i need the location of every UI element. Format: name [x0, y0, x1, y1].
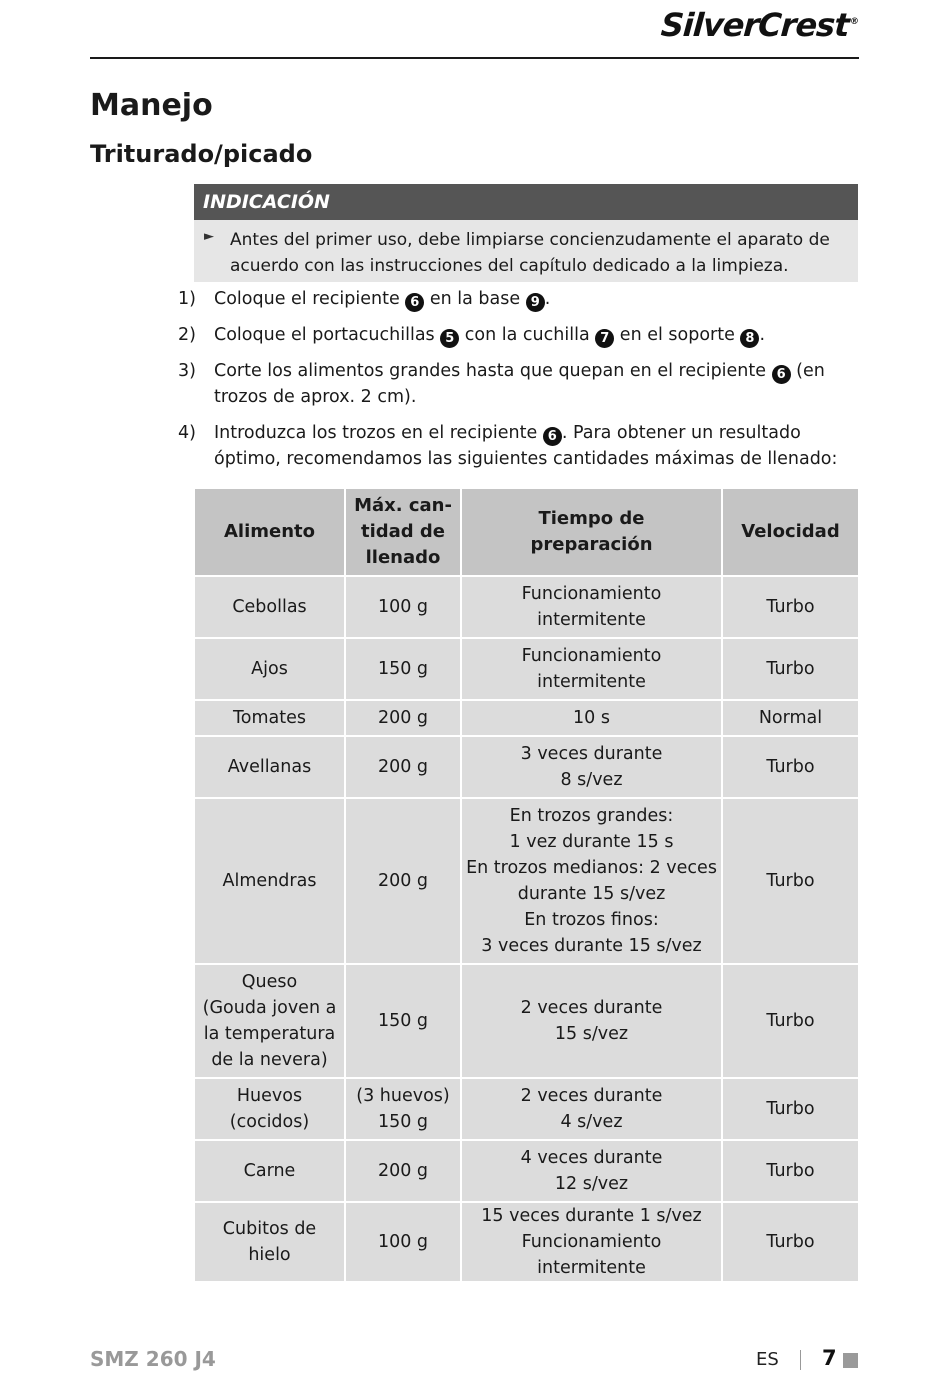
brand-logo: SilverCrest® [660, 6, 859, 44]
table-row [194, 638, 859, 700]
food-cell: Huevos (cocidos) [194, 1078, 345, 1140]
table-row [194, 1202, 859, 1282]
qty-cell: 100 g [345, 576, 461, 638]
note-body [194, 220, 858, 282]
food-cell: Tomates [194, 700, 345, 736]
note-text: Antes del primer uso, debe limpiarse concienzudamente el aparato de acuerdo con las instrucciones del capítulo dedicado a la limpieza. [230, 230, 830, 276]
step-item: 1) Coloque el recipiente 6 en la base 9 . [178, 289, 551, 310]
footer-language: ES [756, 1349, 779, 1370]
header-speed: Velocidad [722, 488, 859, 576]
speed-cell: Turbo [722, 964, 859, 1078]
step-item: 4) Introduzca los trozos en el recipiente 6 . Para obtener un resultado óptimo, recomendamos las siguientes cantidades máximas de llenado: [178, 423, 838, 469]
time-cell: 4 veces durante 12 s/vez [461, 1140, 722, 1202]
qty-cell: 200 g [345, 736, 461, 798]
time-cell: 2 veces durante 15 s/vez [461, 964, 722, 1078]
food-cell: Almendras [194, 798, 345, 964]
table-row [194, 736, 859, 798]
speed-cell: Turbo [722, 1140, 859, 1202]
footer-model: SMZ 260 J4 [90, 1347, 216, 1371]
component-number-badge: 9 [526, 293, 545, 312]
food-cell: Cubitos de hielo [194, 1202, 345, 1282]
qty-cell: 150 g [345, 638, 461, 700]
header-rule [90, 57, 859, 59]
speed-cell: Turbo [722, 798, 859, 964]
food-cell: Carne [194, 1140, 345, 1202]
table-row [194, 1078, 859, 1140]
speed-cell: Turbo [722, 638, 859, 700]
qty-cell: 200 g [345, 700, 461, 736]
speed-cell: Turbo [722, 1078, 859, 1140]
time-cell: 15 veces durante 1 s/vez Funcionamiento intermitente [461, 1202, 722, 1282]
table-row [194, 700, 859, 736]
time-cell: En trozos grandes: 1 vez durante 15 s En trozos medianos: 2 veces durante 15 s/vez En trozos finos: 3 veces durante 15 s/vez [461, 798, 722, 964]
component-number-badge: 6 [543, 427, 562, 446]
section-title: Triturado/picado [90, 140, 313, 168]
qty-cell: 150 g [345, 964, 461, 1078]
qty-cell: 100 g [345, 1202, 461, 1282]
qty-cell: (3 huevos) 150 g [345, 1078, 461, 1140]
speed-cell: Turbo [722, 576, 859, 638]
step-item: 3) Corte los alimentos grandes hasta que quepan en el recipiente 6 (en trozos de aprox. 2 cm). [178, 361, 825, 407]
speed-cell: Turbo [722, 1202, 859, 1282]
time-cell: Funcionamiento intermitente [461, 638, 722, 700]
triangle-right-icon: ► [204, 229, 214, 244]
fill-table [193, 487, 860, 1283]
time-cell: 3 veces durante 8 s/vez [461, 736, 722, 798]
time-cell: 2 veces durante 4 s/vez [461, 1078, 722, 1140]
page-number: 7 [822, 1346, 837, 1370]
time-cell: Funcionamiento intermitente [461, 576, 722, 638]
header-food: Alimento [194, 488, 345, 576]
component-number-badge: 6 [772, 365, 791, 384]
component-number-badge: 5 [440, 329, 459, 348]
header-time: Tiempo de preparación [461, 488, 722, 576]
component-number-badge: 8 [740, 329, 759, 348]
note-box [194, 184, 858, 282]
steps-list [178, 286, 858, 472]
food-cell: Avellanas [194, 736, 345, 798]
page-title: Manejo [90, 88, 213, 123]
table-row [194, 1140, 859, 1202]
speed-cell: Turbo [722, 736, 859, 798]
qty-cell: 200 g [345, 798, 461, 964]
step-item: 2) Coloque el portacuchillas 5 con la cuchilla 7 en el soporte 8 . [178, 325, 766, 346]
component-number-badge: 6 [405, 293, 424, 312]
food-cell: Ajos [194, 638, 345, 700]
table-header-row [194, 488, 859, 576]
footer-separator [800, 1350, 801, 1370]
speed-cell: Normal [722, 700, 859, 736]
table-row [194, 798, 859, 964]
food-cell: Queso (Gouda joven a la temperatura de la nevera) [194, 964, 345, 1078]
table-row [194, 576, 859, 638]
food-cell: Cebollas [194, 576, 345, 638]
component-number-badge: 7 [595, 329, 614, 348]
header-qty: Máx. can- tidad de llenado [345, 488, 461, 576]
page-marker-square [843, 1353, 858, 1368]
note-heading: INDICACIÓN [194, 184, 858, 220]
time-cell: 10 s [461, 700, 722, 736]
table-row [194, 964, 859, 1078]
qty-cell: 200 g [345, 1140, 461, 1202]
